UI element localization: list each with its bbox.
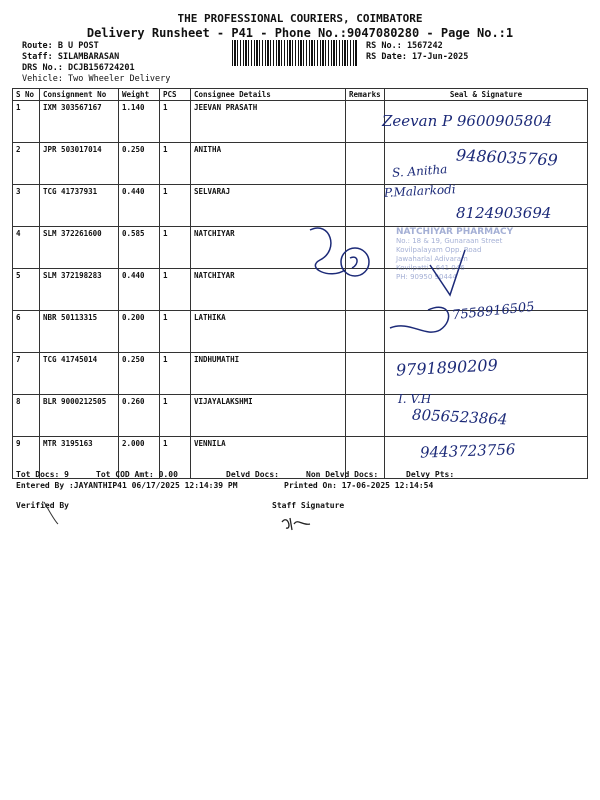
cell-consignment: BLR 9000212505 <box>40 395 119 437</box>
cell-weight: 0.250 <box>119 353 160 395</box>
stamp-line-5: Kovilpatti - 641 046 <box>396 264 465 272</box>
entered-by: Entered By :JAYANTHIP41 06/17/2025 12:14:39 PM <box>16 481 238 490</box>
verified-by-scribble <box>14 498 84 528</box>
cell-consignment: JPR 503017014 <box>40 143 119 185</box>
cell-pcs: 1 <box>160 269 191 311</box>
route-label: Route: B U POST <box>22 41 99 51</box>
runsheet-subtitle: Delivery Runsheet - P41 - Phone No.:9047080280 - Page No.:1 <box>86 26 514 40</box>
col-pcs: PCS <box>160 89 191 101</box>
cell-consignee: JEEVAN PRASATH <box>191 101 346 143</box>
cell-weight: 0.250 <box>119 143 160 185</box>
cell-weight: 0.200 <box>119 311 160 353</box>
cell-consignee: ANITHA <box>191 143 346 185</box>
cell-pcs: 1 <box>160 353 191 395</box>
cell-consignment: TCG 41745014 <box>40 353 119 395</box>
handwritten-phone-2: 9486035769 <box>455 145 559 170</box>
cell-pcs: 1 <box>160 143 191 185</box>
handwritten-signature-8: I. V.H <box>398 392 432 406</box>
cell-consignee: NATCHIYAR <box>191 269 346 311</box>
cell-pcs: 1 <box>160 101 191 143</box>
cell-remarks <box>346 395 385 437</box>
total-cod-amount: Tot COD Amt: 0.00 <box>96 470 178 479</box>
rs-date: RS Date: 17-Jun-2025 <box>366 52 469 62</box>
stamp-line-4: Jawaharlal Adivaram <box>396 255 468 263</box>
drs-number: DRS No.: DCJB156724201 <box>22 63 135 73</box>
cell-weight: 1.140 <box>119 101 160 143</box>
cell-weight: 0.440 <box>119 269 160 311</box>
verified-by-label: Verified By <box>16 501 69 510</box>
handwritten-phone-8: 8056523864 <box>411 405 508 429</box>
cell-sno: 2 <box>13 143 40 185</box>
printed-on: Printed On: 17-06-2025 12:14:54 <box>284 481 434 490</box>
scribbled-signatures <box>300 220 600 360</box>
delivery-points: Delvy Pts: <box>406 470 455 479</box>
cell-pcs: 1 <box>160 227 191 269</box>
handwritten-signature-1: Zeevan P 9600905804 <box>382 112 553 130</box>
cell-sno: 9 <box>13 437 40 479</box>
cell-sno: 1 <box>13 101 40 143</box>
cell-remarks <box>346 101 385 143</box>
handwritten-signature-2: S. Anitha <box>391 162 448 180</box>
col-sno: S No <box>13 89 40 101</box>
col-consignment: Consignment No <box>40 89 119 101</box>
handwritten-phone-6: 7558916505 <box>451 299 536 324</box>
cell-sno: 4 <box>13 227 40 269</box>
staff-signature-label: Staff Signature <box>272 501 345 510</box>
cell-sno: 7 <box>13 353 40 395</box>
cell-weight: 0.260 <box>119 395 160 437</box>
cell-remarks <box>346 143 385 185</box>
non-delivered-docs: Non Delvd Docs: <box>306 470 379 479</box>
cell-consignment: MTR 3195163 <box>40 437 119 479</box>
stamp-line-2: No.: 18 & 19, Gunaraan Street <box>396 237 503 245</box>
cell-weight: 0.440 <box>119 185 160 227</box>
cell-sno: 8 <box>13 395 40 437</box>
cell-consignee: NATCHIYAR <box>191 227 346 269</box>
col-consignee: Consignee Details <box>191 89 346 101</box>
col-remarks: Remarks <box>346 89 385 101</box>
rs-number: RS No.: 1567242 <box>366 41 443 51</box>
cell-pcs: 1 <box>160 437 191 479</box>
cell-pcs: 1 <box>160 185 191 227</box>
cell-consignee: INDHUMATHI <box>191 353 346 395</box>
staff-signature-mark <box>280 512 320 532</box>
staff-label: Staff: SILAMBARASAN <box>22 52 120 62</box>
cell-sno: 5 <box>13 269 40 311</box>
company-title: THE PROFESSIONAL COURIERS, COIMBATORE <box>177 12 423 25</box>
cell-consignee: VIJAYALAKSHMI <box>191 395 346 437</box>
cell-weight: 2.000 <box>119 437 160 479</box>
stamp-line-6: PH: 90950 90444 <box>396 273 457 281</box>
vehicle-label: Vehicle: Two Wheeler Delivery <box>22 74 171 84</box>
handwritten-phone-9: 9443723756 <box>419 440 516 462</box>
cell-consignee: SELVARAJ <box>191 185 346 227</box>
cell-consignee: VENNILA <box>191 437 346 479</box>
table-header-row <box>13 89 588 101</box>
cell-consignee: LATHIKA <box>191 311 346 353</box>
cell-consignment: SLM 372261600 <box>40 227 119 269</box>
stamp-line-3: Kovilpalayam Opp. Road <box>396 246 482 254</box>
cell-consignment: IXM 303567167 <box>40 101 119 143</box>
total-docs: Tot Docs: 9 <box>16 470 69 479</box>
stamp-line-1: NATCHIYAR PHARMACY <box>396 227 514 237</box>
cell-consignment: TCG 41737931 <box>40 185 119 227</box>
col-weight: Weight <box>119 89 160 101</box>
col-seal-signature: Seal & Signature <box>385 89 588 101</box>
handwritten-phone-3: 8124903694 <box>456 204 552 222</box>
cell-pcs: 1 <box>160 395 191 437</box>
cell-sno: 3 <box>13 185 40 227</box>
cell-pcs: 1 <box>160 311 191 353</box>
barcode <box>232 40 358 66</box>
cell-weight: 0.585 <box>119 227 160 269</box>
handwritten-signature-3: P.Malarkodi <box>383 182 456 200</box>
cell-consignment: SLM 372198283 <box>40 269 119 311</box>
cell-consignment: NBR 50113315 <box>40 311 119 353</box>
delivered-docs: Delvd Docs: <box>226 470 279 479</box>
handwritten-phone-7: 9791890209 <box>395 355 499 380</box>
cell-sno: 6 <box>13 311 40 353</box>
